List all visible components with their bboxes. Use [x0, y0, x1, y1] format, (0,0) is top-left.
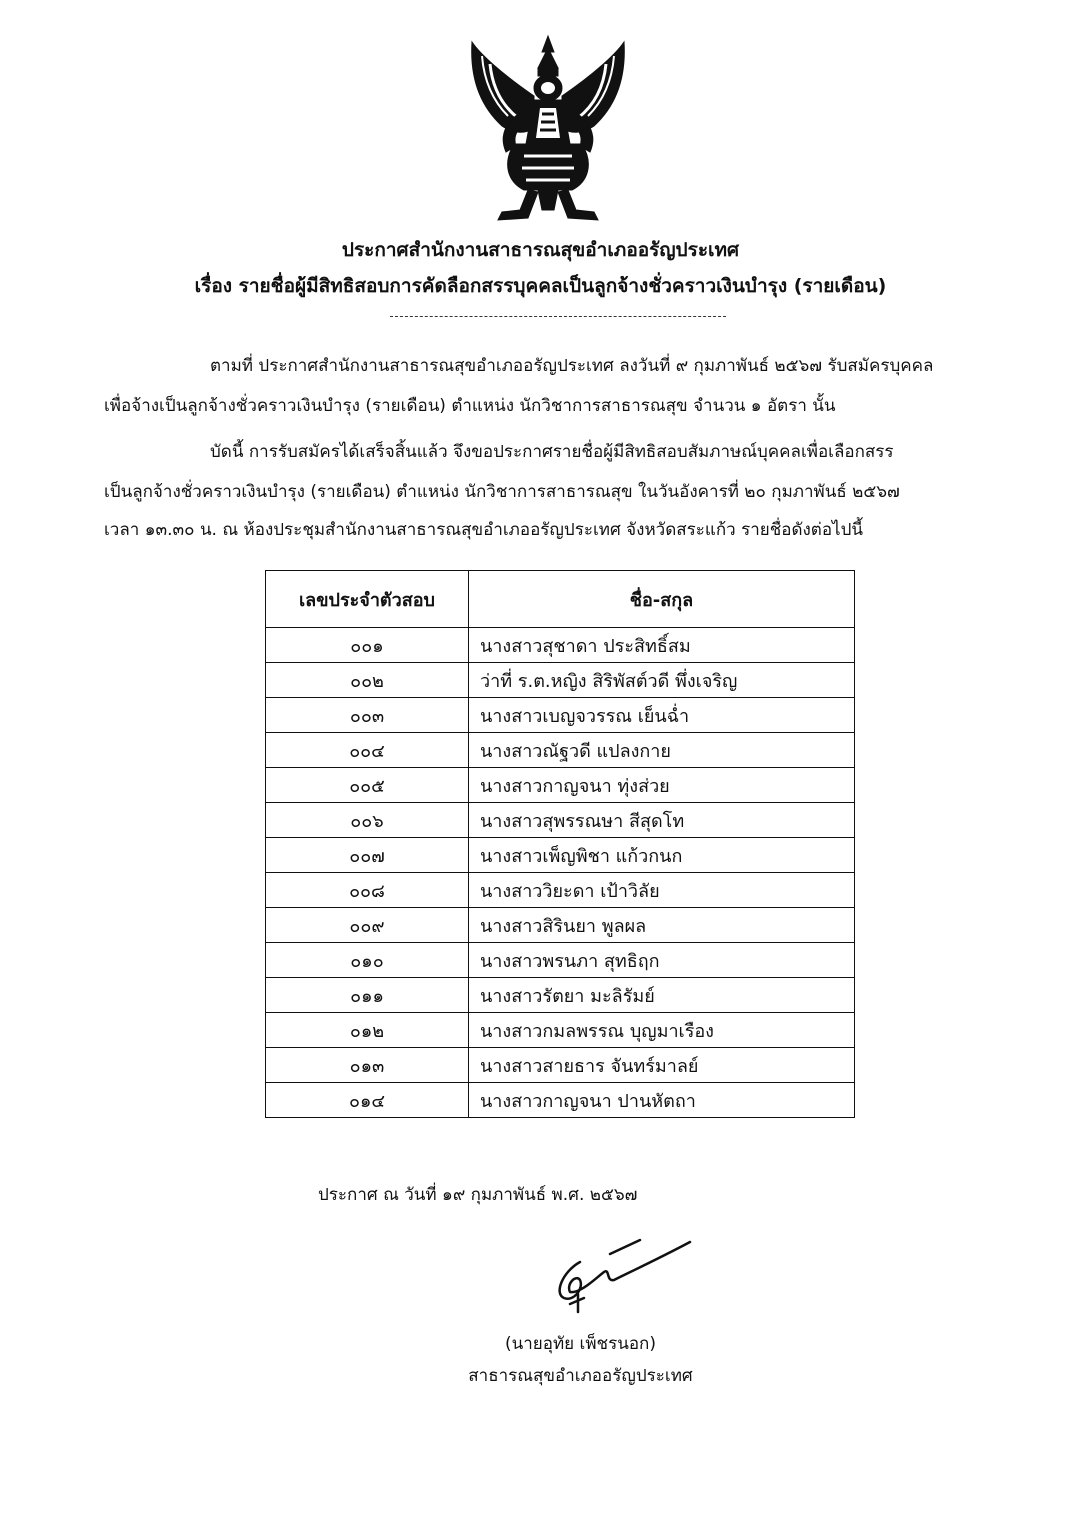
header-exam-id: เลขประจำตัวสอบ	[266, 571, 469, 628]
full-name-cell: นางสาวสิรินยา พูลผล	[469, 908, 855, 943]
table-row	[266, 628, 855, 663]
table-row	[266, 733, 855, 768]
exam-id-cell: ๐๑๓	[266, 1048, 469, 1083]
full-name-cell: นางสาววิยะดา เป้าวิลัย	[469, 873, 855, 908]
table-row	[266, 768, 855, 803]
table-row	[266, 873, 855, 908]
signer-title: สาธารณสุขอำเภออรัญประเทศ	[468, 1366, 693, 1386]
exam-id-cell: ๐๑๔	[266, 1083, 469, 1118]
paragraph-1-line-2: เพื่อจ้างเป็นลูกจ้างชั่วคราวเงินบำรุง (รายเดือน) ตำแหน่ง นักวิชาการสาธารณสุข จำนวน ๑ อัตรา นั้น	[104, 396, 836, 416]
exam-id-cell: ๐๐๗	[266, 838, 469, 873]
candidate-table	[265, 570, 855, 1118]
signer-name: (นายอุทัย เพ็ชรนอก)	[505, 1334, 656, 1354]
exam-id-cell: ๐๐๒	[266, 663, 469, 698]
document-title: ประกาศสำนักงานสาธารณสุขอำเภออรัญประเทศ	[341, 239, 740, 261]
exam-id-cell: ๐๑๑	[266, 978, 469, 1013]
full-name-cell: นางสาวรัตยา มะลิรัมย์	[469, 978, 855, 1013]
full-name-cell: นางสาวเบญจวรรณ เย็นฉ่ำ	[469, 698, 855, 733]
exam-id-cell: ๐๐๕	[266, 768, 469, 803]
full-name-cell: ว่าที่ ร.ต.หญิง สิริพัสต์วดี พึ่งเจริญ	[469, 663, 855, 698]
full-name-cell: นางสาวเพ็ญพิชา แก้วกนก	[469, 838, 855, 873]
table-row	[266, 943, 855, 978]
garuda-emblem-icon	[462, 34, 634, 224]
full-name-cell: นางสาวณัฐวดี แปลงกาย	[469, 733, 855, 768]
exam-id-cell: ๐๐๑	[266, 628, 469, 663]
full-name-cell: นางสาวสุชาดา ประสิทธิ์สม	[469, 628, 855, 663]
document-subject: เรื่อง รายชื่อผู้มีสิทธิสอบการคัดลือกสรรบุคคลเป็นลูกจ้างชั่วคราวเงินบำรุง (รายเดือน)	[194, 275, 887, 297]
table-row	[266, 1048, 855, 1083]
table-row	[266, 1083, 855, 1118]
full-name-cell: นางสาวกาญจนา ทุ่งส่วย	[469, 768, 855, 803]
table-row	[266, 803, 855, 838]
full-name-cell: นางสาวสุพรรณษา สีสุดโท	[469, 803, 855, 838]
table-row	[266, 663, 855, 698]
exam-id-cell: ๐๐๖	[266, 803, 469, 838]
table-row	[266, 838, 855, 873]
table-row	[266, 908, 855, 943]
exam-id-cell: ๐๐๙	[266, 908, 469, 943]
announcement-date: ประกาศ ณ วันที่ ๑๙ กุมภาพันธ์ พ.ศ. ๒๕๖๗	[318, 1185, 638, 1205]
full-name-cell: นางสาวพรนภา สุทธิฤก	[469, 943, 855, 978]
handwritten-signature-icon	[540, 1232, 700, 1322]
full-name-cell: นางสาวกาญจนา ปานหัตถา	[469, 1083, 855, 1118]
exam-id-cell: ๐๐๓	[266, 698, 469, 733]
exam-id-cell: ๐๐๔	[266, 733, 469, 768]
table-row	[266, 978, 855, 1013]
paragraph-2-line-2: เป็นลูกจ้างชั่วคราวเงินบำรุง (รายเดือน) ตำแหน่ง นักวิชาการสาธารณสุข ในวันอังคารที่ ๒๐ กุมภาพันธ์ ๒๕๖๗	[104, 482, 900, 502]
table-row	[266, 698, 855, 733]
dashed-divider	[390, 316, 726, 317]
exam-id-cell: ๐๐๘	[266, 873, 469, 908]
paragraph-1-line-1: ตามที่ ประกาศสำนักงานสาธารณสุขอำเภออรัญประเทศ ลงวันที่ ๙ กุมภาพันธ์ ๒๕๖๗ รับสมัครบุคคล	[210, 356, 934, 376]
header-full-name: ชื่อ-สกุล	[469, 571, 855, 628]
full-name-cell: นางสาวกมลพรรณ บุญมาเรือง	[469, 1013, 855, 1048]
exam-id-cell: ๐๑๒	[266, 1013, 469, 1048]
paragraph-2-line-1: บัดนี้ การรับสมัครได้เสร็จสิ้นแล้ว จึงขอประกาศรายชื่อผู้มีสิทธิสอบสัมภาษณ์บุคคลเพื่อเลือกสรร	[210, 442, 894, 462]
paragraph-2-line-3: เวลา ๑๓.๓๐ น. ณ ห้องประชุมสำนักงานสาธารณสุขอำเภออรัญประเทศ จังหวัดสระแก้ว รายชื่อดังต่อไปนี้	[104, 520, 864, 540]
table-header-row	[266, 571, 855, 628]
table-row	[266, 1013, 855, 1048]
full-name-cell: นางสาวสายธาร จันทร์มาลย์	[469, 1048, 855, 1083]
exam-id-cell: ๐๑๐	[266, 943, 469, 978]
